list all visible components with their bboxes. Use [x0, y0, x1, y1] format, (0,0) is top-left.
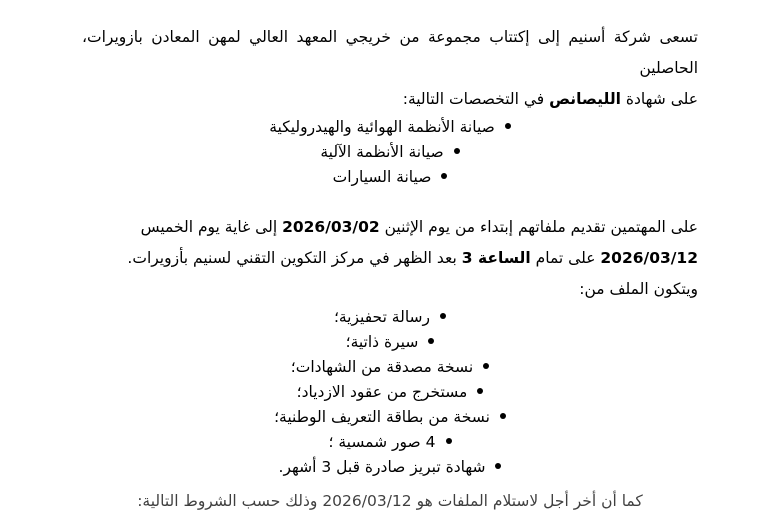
specialty-label: صيانة الأنظمة الهوائية والهيدروليكية [269, 118, 495, 136]
intro-line2-prefix: على شهادة [620, 90, 698, 108]
dossier-item-label: رسالة تحفيزية؛ [333, 308, 431, 326]
deadline-line-2 [82, 243, 698, 274]
spacer [82, 190, 698, 212]
dossier-items-list [82, 305, 698, 480]
list-item [82, 140, 698, 165]
list-item [82, 165, 698, 190]
bullet-icon [505, 123, 511, 129]
deadline-start-date: 2026/03/02 [282, 218, 380, 236]
bullet-icon [477, 388, 483, 394]
dossier-item-label: 4 صور شمسية ؛ [328, 433, 436, 451]
intro-paragraph [82, 22, 698, 115]
intro-line2-suffix: في التخصصات التالية: [402, 90, 550, 108]
intro-degree-emphasis: الليصانص [549, 90, 621, 108]
dossier-item-label: سيرة ذاتية؛ [345, 333, 419, 351]
deadline-line1-prefix: على المهتمين تقديم ملفاتهم إبتداء من يوم الإثنين [379, 218, 698, 236]
footer-partial-line: كما أن أخر أجل لاستلام الملفات هو 2026/03/12 وذلك حسب الشروط التالية: [137, 492, 643, 510]
specialty-label: صيانة الأنظمة الآلية [320, 143, 444, 161]
dossier-item-label: نسخة مصدقة من الشهادات؛ [290, 358, 474, 376]
dossier-item-label: مستخرج من عقود الازدياد؛ [296, 383, 468, 401]
bullet-icon [441, 173, 447, 179]
dossier-intro: ويتكون الملف من: [579, 280, 698, 298]
bullet-icon [454, 148, 460, 154]
deadline-line2-suffix: بعد الظهر في مركز التكوين التقني لسنيم بأزويرات. [127, 249, 462, 267]
dossier-item-label: نسخة من بطاقة التعريف الوطنية؛ [274, 408, 490, 426]
list-item [82, 115, 698, 140]
list-item [82, 305, 698, 330]
bullet-icon [483, 363, 489, 369]
specialties-list [82, 115, 698, 190]
dossier-item-label: شهادة تبريز صادرة قبل 3 أشهر. [278, 458, 486, 476]
deadline-time-emphasis: الساعة 3 [461, 249, 531, 267]
list-item [82, 355, 698, 380]
deadline-line1-suffix: إلى غاية يوم الخميس [140, 218, 283, 236]
deadline-line2-prefix: على تمام [530, 249, 601, 267]
bullet-icon [495, 463, 501, 469]
intro-line-1: تسعى شركة أسنيم إلى إكتتاب مجموعة من خريجي المعهد العالي لمهن المعادن بازويرات، الحاصلين [82, 28, 698, 77]
list-item [82, 405, 698, 430]
bullet-icon [500, 413, 506, 419]
list-item [82, 430, 698, 455]
list-item [82, 330, 698, 355]
bullet-icon [428, 338, 434, 344]
bullet-icon [446, 438, 452, 444]
intro-line-2 [82, 84, 698, 115]
specialty-label: صيانة السيارات [332, 168, 432, 186]
deadline-end-date: 2026/03/12 [600, 249, 698, 267]
bullet-icon [440, 313, 446, 319]
list-item [82, 380, 698, 405]
list-item [82, 455, 698, 480]
deadline-paragraph [82, 212, 698, 274]
